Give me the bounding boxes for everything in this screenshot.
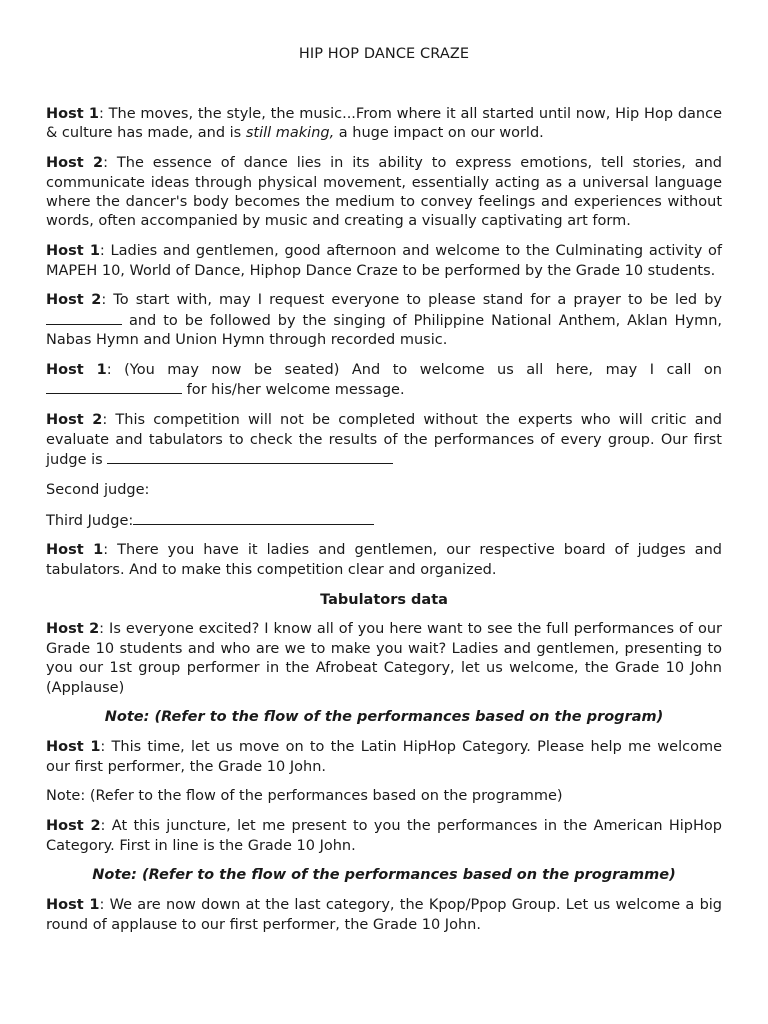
note-line: Note: (Refer to the flow of the performances based on the programme)	[46, 788, 563, 805]
paragraph-host1-board	[46, 541, 722, 580]
paragraph-text: : This time, let us move on to the Latin HipHop Category. Please help me welcome our first performer, the Grade 10 John.	[46, 739, 722, 775]
speaker-label: Host 2	[46, 621, 100, 638]
second-judge-line	[46, 481, 722, 500]
document-title: HIP HOP DANCE CRAZE	[298, 46, 470, 62]
paragraph-host1-welcome	[46, 242, 722, 281]
blank-line	[46, 311, 122, 325]
speaker-label: Host 1	[46, 542, 104, 559]
paragraph-text: : This competition will not be completed without the experts who will critic and evaluate and tabulators to check the results of the performances of every group. Our first judge is	[46, 412, 723, 469]
note-line: Note: (Refer to the flow of the performances based on the program)	[104, 709, 664, 726]
paragraph-text: Second judge:	[46, 481, 150, 498]
paragraph-host2-judges	[46, 411, 722, 470]
paragraph-host1-seated	[46, 361, 722, 401]
paragraph-text: a huge impact on our world.	[334, 125, 544, 142]
speaker-label: Host 1	[46, 897, 100, 914]
paragraph-host1-intro	[46, 105, 722, 144]
paragraph-host2-american	[46, 817, 722, 856]
emphasis-text: still making,	[245, 125, 335, 142]
speaker-label: Host 2	[46, 155, 104, 172]
speaker-label: Host 1	[46, 362, 107, 379]
note-line: Note: (Refer to the flow of the performances based on the programme)	[92, 867, 676, 884]
paragraph-text: : To start with, may I request everyone to please stand for a prayer to be led by	[101, 292, 723, 309]
section-heading: Tabulators data	[320, 591, 448, 608]
paragraph-text: : At this juncture, let me present to you the performances in the American HipHop Category. First in line is the Grade 10 John.	[46, 818, 722, 854]
blank-line	[107, 450, 393, 464]
speaker-label: Host 2	[46, 292, 102, 309]
speaker-label: Host 2	[46, 818, 101, 835]
speaker-label: Host 1	[46, 106, 99, 122]
speaker-label: Host 1	[46, 739, 101, 756]
paragraph-host2-essence	[46, 154, 722, 232]
paragraph-text: : (You may now be seated) And to welcome us all here, may I call on	[106, 362, 722, 379]
paragraph-text: Third Judge:	[46, 512, 134, 529]
paragraph-host1-latin	[46, 738, 722, 777]
paragraph-text: : There you have it ladies and gentlemen, our respective board of judges and tabulators. And to make this competition clear and organized.	[46, 542, 723, 578]
paragraph-text: : The moves, the style, the music...From where it all started until now, Hip Hop dance & culture has made, and is	[46, 106, 722, 142]
speaker-label: Host 1	[46, 243, 100, 260]
blank-line	[46, 380, 182, 394]
paragraph-text: : The essence of dance lies in its ability to express emotions, tell stories, and communicate ideas through physical movement, essentially acting as a universal language where the dancer's body becomes the medium to convey feelings and experiences without words, often accompanied by music and creating a visually captivating art form.	[46, 155, 722, 230]
third-judge-line	[46, 511, 722, 531]
paragraph-host1-kpop	[46, 896, 722, 935]
paragraph-text: : Is everyone excited? I know all of you here want to see the full performances of our Grade 10 students and who are we to make you wait? Ladies and gentlemen, presenting to you our 1st group performer in the Afrobeat Category, let us welcome, the Grade 10 John (Applause)	[46, 621, 723, 696]
paragraph-text: for his/her welcome message.	[182, 382, 405, 399]
blank-line	[133, 511, 374, 525]
paragraph-text: : Ladies and gentlemen, good afternoon and welcome to the Culminating activity of MAPEH 10, World of Dance, Hiphop Dance Craze to be performed by the Grade 10 students.	[46, 243, 723, 279]
paragraph-host2-prayer	[46, 291, 722, 350]
paragraph-text: and to be followed by the singing of Philippine National Anthem, Aklan Hymn, Nabas Hymn and Union Hymn through recorded music.	[46, 312, 722, 349]
paragraph-host2-afrobeat	[46, 620, 722, 698]
speaker-label: Host 2	[46, 412, 103, 429]
paragraph-text: : We are now down at the last category, the Kpop/Ppop Group. Let us welcome a big round of applause to our first performer, the Grade 10 John.	[46, 897, 723, 933]
